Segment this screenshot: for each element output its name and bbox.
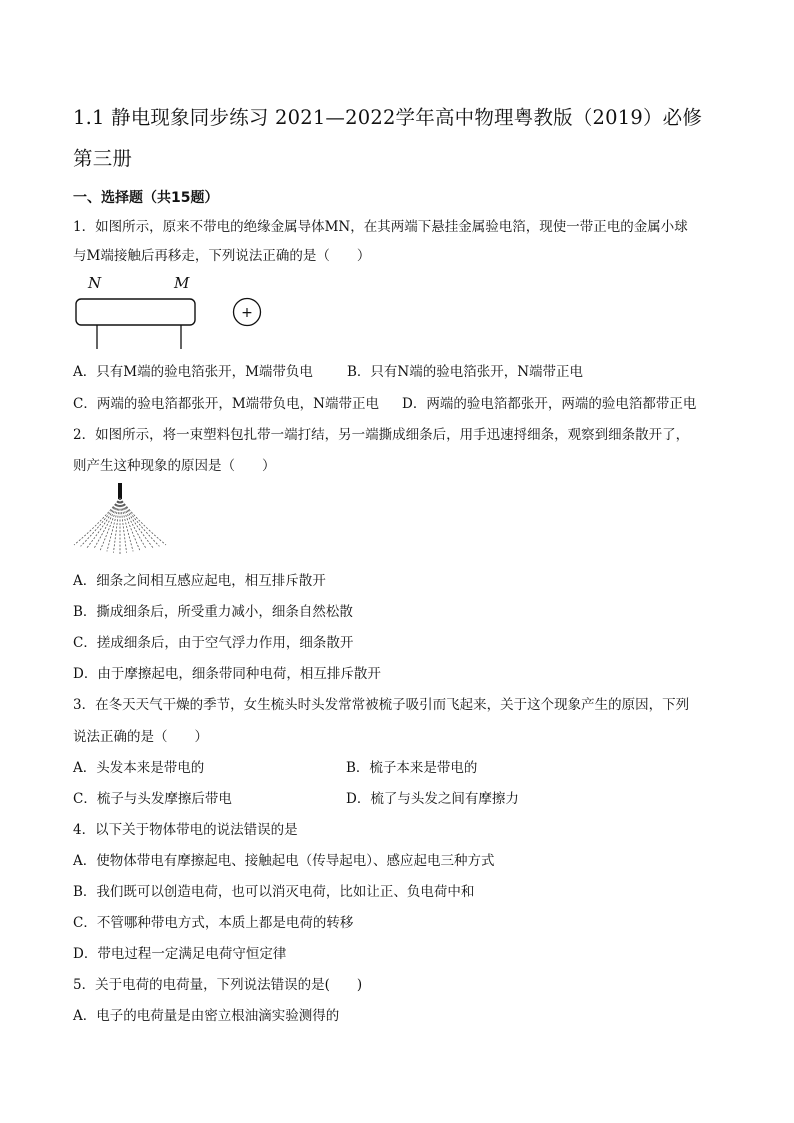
q2-strip [113,498,120,553]
q2-strip [81,498,120,546]
q4-option-a: A．使物体带电有摩擦起电、接触起电（传导起电）、感应起电三种方式 [73,853,495,869]
q2-stem-line1: 2．如图所示，将一束塑料包扎带一端打结，另一端撕成细条后，用手迅速捋细条，观察到细条散开了， [73,427,690,443]
q2-option-d: D．由于摩擦起电，细条带同种电荷，相互排斥散开 [73,666,381,682]
q2-option-b: B．撕成细条后，所受重力减小，细条自然松散 [73,604,353,620]
q3-option-b: B．梳子本来是带电的 [346,760,478,776]
q5-stem: 5．关于电荷的电荷量，下列说法错误的是( ) [73,977,363,993]
q2-strip [120,498,159,546]
document-title-line2: 第三册 [73,147,133,170]
q1-stem-line1: 1．如图所示，原来不带电的绝缘金属导体MN，在其两端下悬挂金属验电箔，现使一带正电的金属小球 [73,219,688,235]
document-title-line1: 1.1 静电现象同步练习 2021—2022学年高中物理粤教版（2019）必修 [73,106,703,129]
q1-label-m: M [174,274,190,292]
q3-option-a: A．头发本来是带电的 [73,760,205,776]
q1-option-a: A．只有M端的验电箔张开，M端带负电 [73,364,313,380]
q2-knot [118,483,122,499]
q1-option-b: B．只有N端的验电箔张开，N端带正电 [347,364,584,380]
q1-label-n: N [88,274,102,292]
q4-option-c: C．不管哪种带电方式，本质上都是电荷的转移 [73,915,354,931]
q3-option-d: D．梳了与头发之间有摩擦力 [346,791,519,807]
q1-option-d: D．两端的验电箔都张开，两端的验电箔都带正电 [402,396,697,412]
q3-stem-line1: 3．在冬天天气干燥的季节，女生梳头时头发常常被梳子吸引而飞起来，关于这个现象产生的原因，下列 [73,697,690,713]
q1-ball-sign: + [241,305,253,321]
q3-stem-line2: 说法正确的是（ ） [73,729,208,745]
q2-option-a: A．细条之间相互感应起电，相互排斥散开 [73,573,326,589]
q4-stem: 4．以下关于物体带电的说法错误的是 [73,822,298,838]
q2-plastic-strips-figure [70,482,174,558]
section-heading: 一、选择题（共15题） [73,190,219,206]
q1-metal-conductor [76,299,195,325]
q2-strip [107,498,120,551]
q3-option-c: C．梳子与头发摩擦后带电 [73,791,232,807]
q2-strip [120,498,166,545]
q1-stem-line2: 与M端接触后再移走，下列说法正确的是（ ） [73,248,371,264]
q5-option-a: A．电子的电荷量是由密立根油滴实验测得的 [73,1008,340,1024]
q4-option-b: B．我们既可以创造电荷，也可以消灭电荷，比如让正、负电荷中和 [73,884,475,900]
q2-option-c: C．搓成细条后，由于空气浮力作用，细条散开 [73,635,354,651]
q2-strips [74,498,166,554]
q2-stem-line2: 则产生这种现象的原因是（ ） [73,458,276,474]
q1-conductor-figure [70,272,270,352]
q2-strip [120,498,133,551]
q1-option-c: C．两端的验电箔都张开，M端带负电，N端带正电 [73,396,379,412]
q2-strip [120,498,127,553]
q4-option-d: D．带电过程一定满足电荷守恒定律 [73,946,287,962]
q2-strip [74,498,120,545]
